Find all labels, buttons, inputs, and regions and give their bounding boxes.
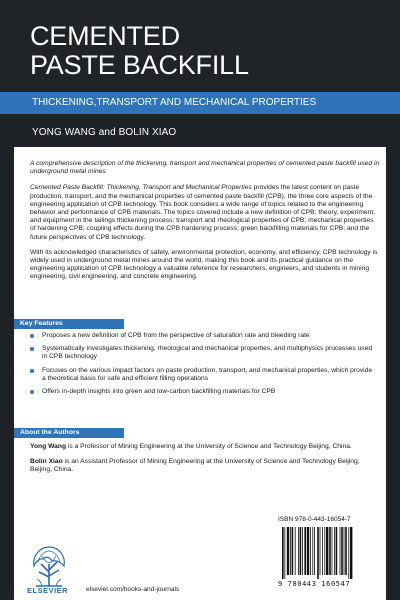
barcode-bar xyxy=(326,527,328,575)
bullet-icon xyxy=(30,390,34,394)
publisher-url[interactable]: elsevier.com/books-and-journals xyxy=(86,586,180,593)
barcode-bar xyxy=(341,527,343,575)
feature-item xyxy=(24,332,376,340)
barcode-bar xyxy=(317,527,319,579)
key-features-heading-bar xyxy=(14,319,124,329)
key-features-list xyxy=(24,332,376,401)
author-names: YONG WANG and BOLIN XIAO xyxy=(32,127,177,138)
barcode-graphic xyxy=(280,527,376,579)
barcode-number: 9 780443 160547 xyxy=(278,580,351,588)
barcode-bar xyxy=(324,527,325,575)
feature-text: Focuses on the various impact factors on paste production, transport, and mechanical properties, which provide a theoretical basis for safe and efficient filling operations xyxy=(42,366,373,382)
book-title xyxy=(30,22,249,80)
barcode-bar xyxy=(282,527,284,579)
barcode-bar xyxy=(329,527,331,575)
book-title-italic: Cemented Paste Backfill: Thickening, Transport and Mechanical Properties xyxy=(30,184,252,192)
description-paragraph-1 xyxy=(30,184,380,241)
author-2-name: Bolin Xiao xyxy=(30,458,63,466)
barcode-bar xyxy=(340,527,341,575)
barcode-bar xyxy=(345,527,347,575)
isbn-label: ISBN 978-0-443-16054-7 xyxy=(278,516,351,523)
barcode-bar xyxy=(284,527,285,579)
author-2-text: is an Assistant Professor of Mining Engineering at the University of Science and Technology Beijing, Beijing, China. xyxy=(30,458,360,474)
barcode-bar xyxy=(348,527,349,579)
author-bio-1 xyxy=(30,443,380,451)
publisher-name: ELSEVIER xyxy=(27,586,69,595)
about-authors-heading-bar xyxy=(14,428,124,438)
barcode-bar xyxy=(312,527,313,575)
elsevier-tree-logo-icon xyxy=(28,542,70,590)
description-paragraph-1-body: provides the latest content on paste production, transport, and the mechanical properties of cemented paste backfill (CPB), the three core aspects of the engineering application of CPB technology. This book considers a wide range of topics related to the engineering behavior and performance of CPB materials. The topics covered include a new definition of CPB; theory, experiment, and equipment in the tailings thickening process; transport and rheological properties of CPB; mechanical properties of hardening CPB; coupling effects during the CPB hardening process; green backfilling materials for CPB; and the future perspectives of CPB technology. xyxy=(30,184,376,241)
author-1-text: is a Professor of Mining Engineering at the University of Science and Technology Beijing, China. xyxy=(66,443,352,450)
barcode-bar xyxy=(350,527,352,579)
bullet-icon xyxy=(30,347,34,351)
barcode-bar xyxy=(300,527,302,575)
subtitle-bar xyxy=(0,92,400,114)
author-1-name: Yong Wang xyxy=(30,443,67,450)
author-bios xyxy=(30,443,380,482)
feature-text: Proposes a new definition of CPB from the perspective of saturation rate and bleeding rate xyxy=(42,332,310,339)
barcode-bar xyxy=(322,527,323,575)
key-features-heading: Key Features xyxy=(20,320,63,327)
barcode-bar xyxy=(314,527,315,575)
feature-item xyxy=(24,367,376,383)
feature-item xyxy=(24,345,376,361)
feature-item xyxy=(24,388,376,396)
about-authors-heading: About the Authors xyxy=(20,429,80,436)
barcode-bar xyxy=(310,527,311,575)
description-paragraph-2: With its acknowledged characteristics of safety, environmental protection, economy, and efficiency, CPB technology is widely used in underground metal mines around the world, making this book and its practical guidance on the engineering application of CPB technology a valuable reference for researchers, engineers, and students in mining engineering, civil engineering, and concrete engineering. xyxy=(30,248,378,281)
content-panel xyxy=(14,147,386,600)
barcode-bar xyxy=(334,527,335,575)
isbn-barcode-area xyxy=(276,513,380,595)
bullet-icon xyxy=(30,334,34,338)
barcode-bar xyxy=(304,527,306,575)
barcode-bar xyxy=(336,527,338,575)
barcode-bar xyxy=(332,527,333,575)
book-subtitle: THICKENING,TRANSPORT AND MECHANICAL PROPERTIES xyxy=(32,97,317,108)
title-line-2: PASTE BACKFILL xyxy=(30,50,249,80)
lead-text: A comprehensive description of the thickening, transport and mechanical properties of cemented paste backfill used in underground metal mines xyxy=(30,160,380,176)
barcode-bar xyxy=(298,527,299,575)
description xyxy=(30,160,380,289)
barcode-bar xyxy=(290,527,291,575)
barcode-bar xyxy=(302,527,303,575)
barcode-bar xyxy=(292,527,294,575)
title-line-1: CEMENTED xyxy=(30,21,180,51)
feature-text: Offers in-depth insights into green and low-carbon backfilling materials for CPB xyxy=(42,388,276,396)
author-bio-2 xyxy=(30,458,380,474)
barcode-bar xyxy=(295,527,296,575)
feature-text: Systematically investigates thickening, rheological and mechanical properties, and multiphysics processes used in CPB technology xyxy=(42,345,373,361)
bullet-icon xyxy=(30,369,34,373)
barcode-bar xyxy=(307,527,309,575)
barcode-bar xyxy=(344,527,345,575)
barcode-bar xyxy=(287,527,289,575)
barcode-bar xyxy=(320,527,321,575)
